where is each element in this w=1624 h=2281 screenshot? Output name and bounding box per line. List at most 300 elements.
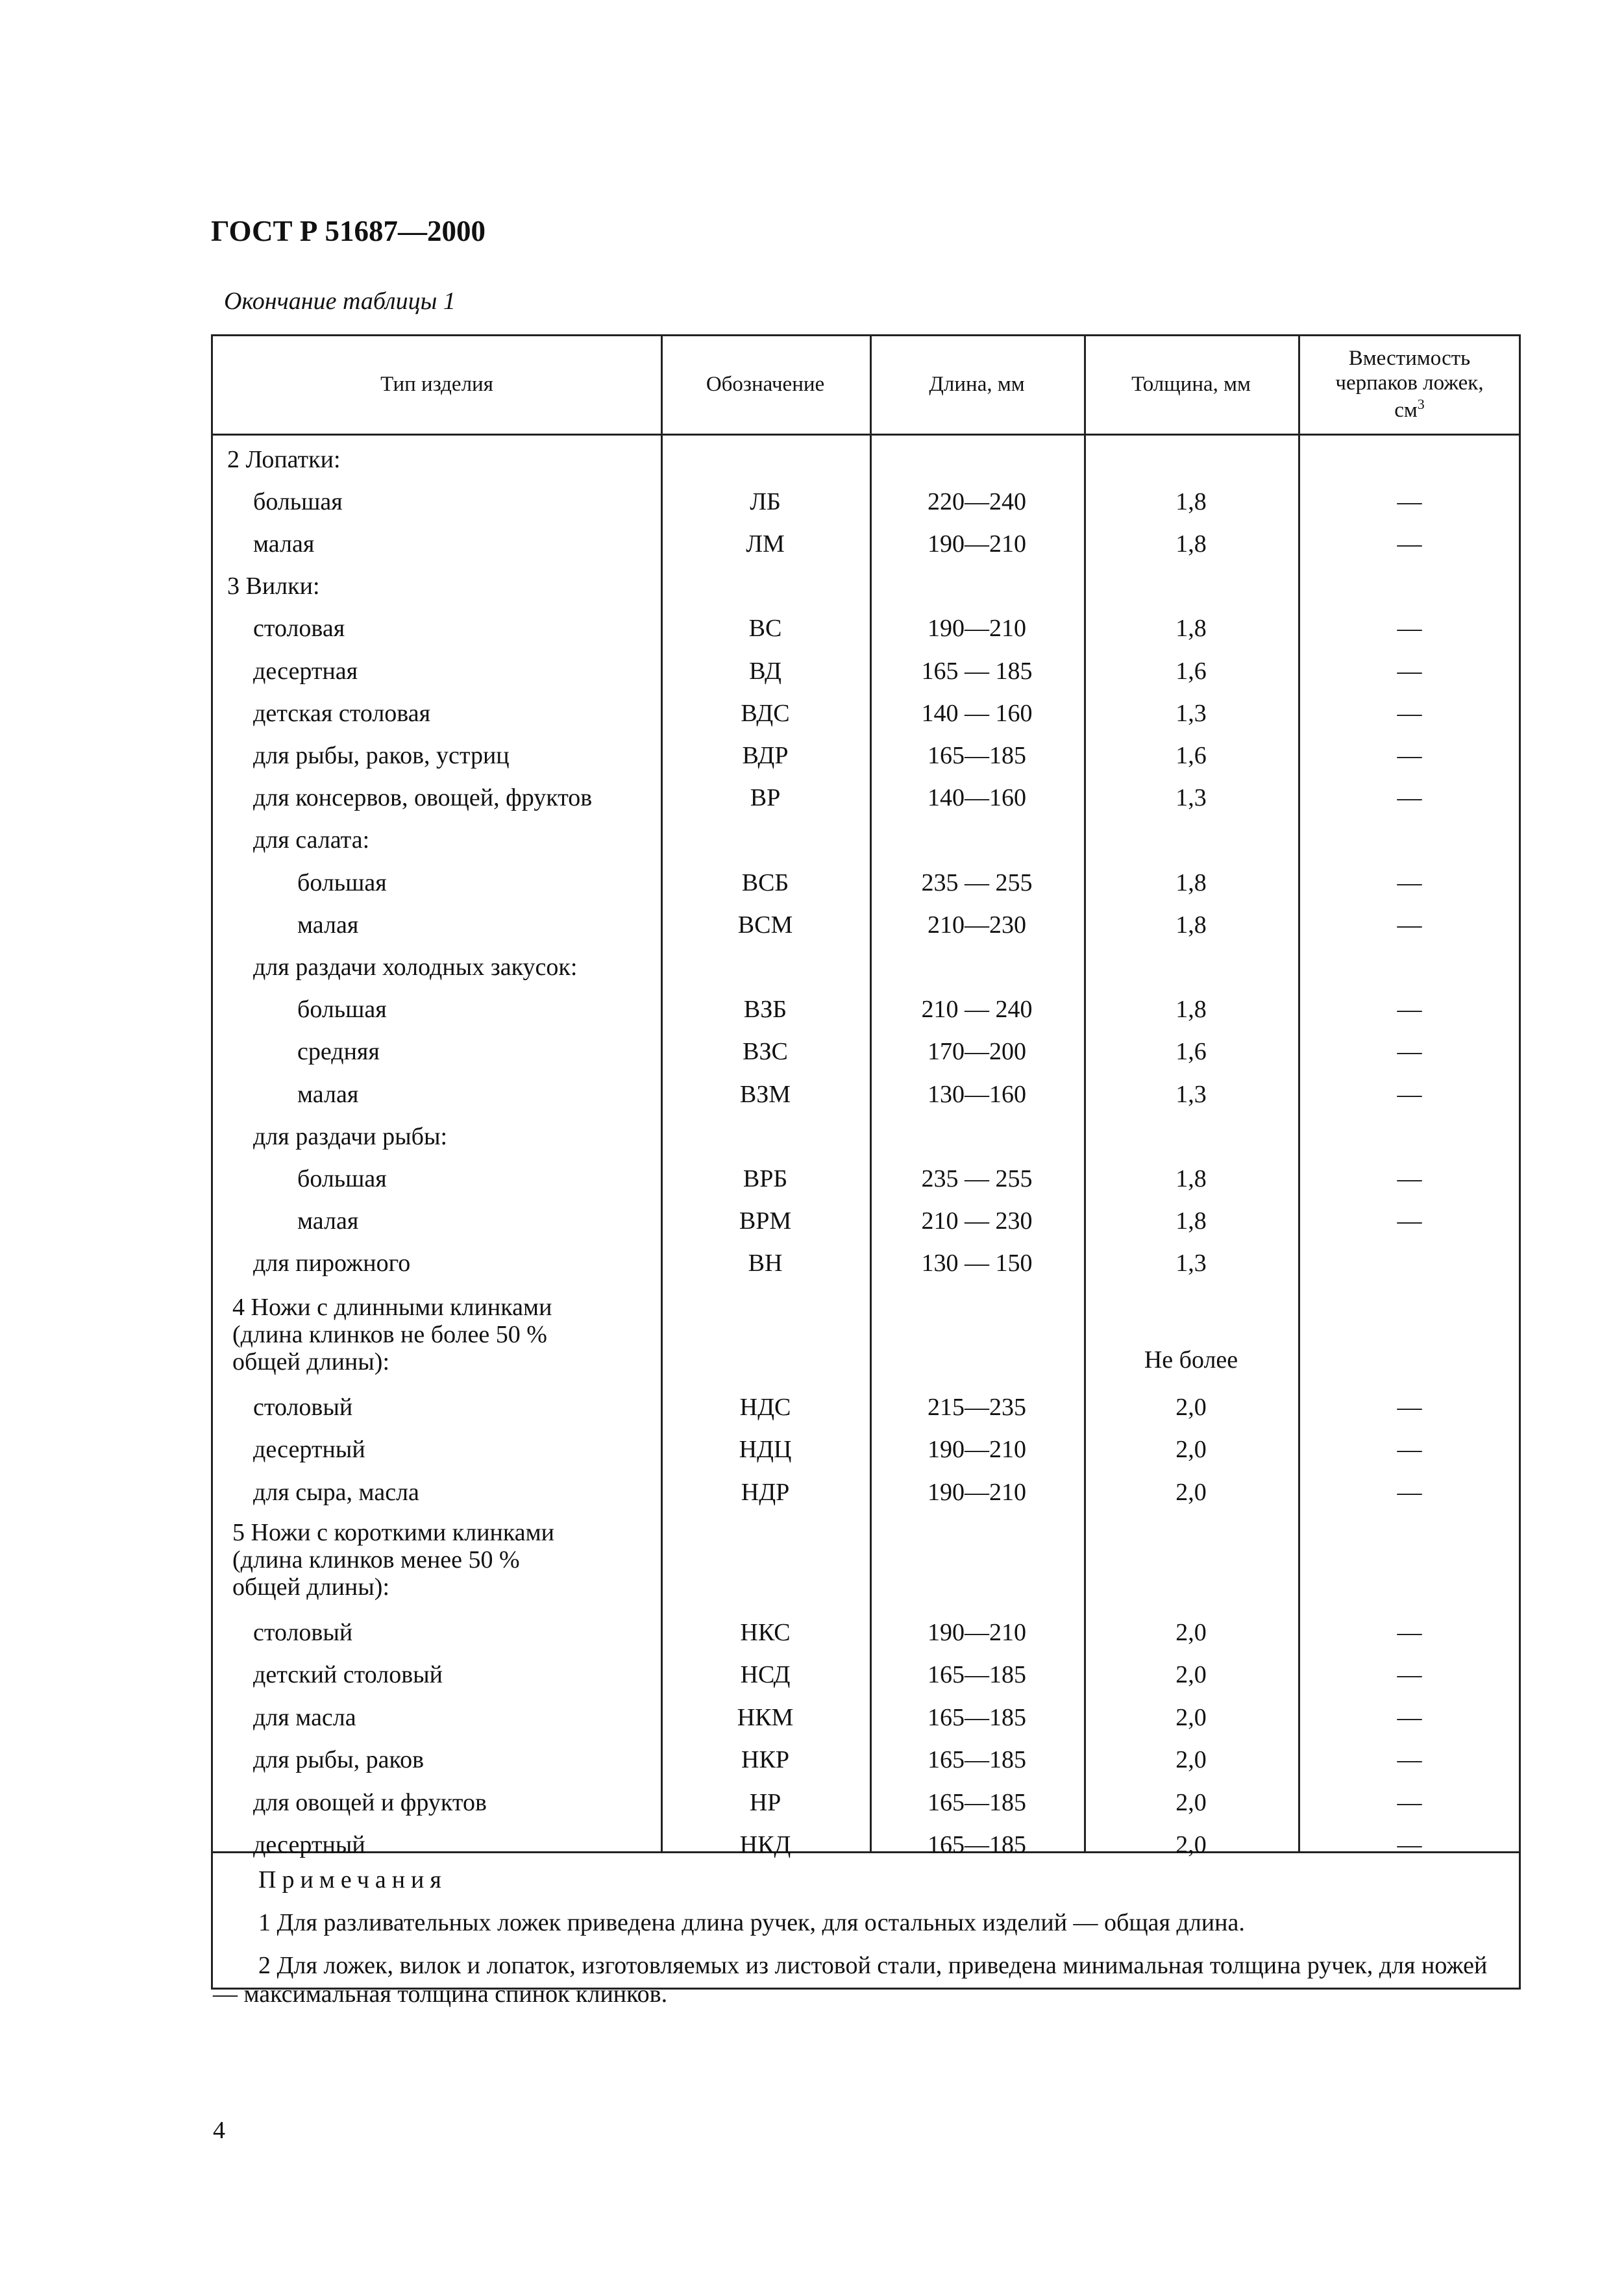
designation-text: НКС	[740, 1618, 791, 1646]
thickness-cell	[1084, 1611, 1298, 1653]
table-row	[213, 777, 1521, 819]
table-row	[213, 565, 1521, 608]
designation-text: ВСМ	[737, 911, 793, 939]
designation-cell	[661, 861, 870, 904]
capacity-unit-exponent: 3	[1417, 395, 1425, 412]
item-name-text: для консервов, овощей, фруктов	[253, 784, 593, 812]
designation-text: НКР	[741, 1746, 789, 1773]
table-row	[213, 1696, 1521, 1738]
length-cell	[870, 1115, 1084, 1157]
designation-cell	[661, 1386, 870, 1428]
heading-line: общей длины):	[232, 1348, 390, 1375]
item-name-text: для овощей и фруктов	[253, 1788, 487, 1816]
length-cell	[870, 480, 1084, 523]
capacity-text: —	[1397, 699, 1422, 727]
capacity-cell	[1298, 565, 1521, 608]
item-name-cell	[213, 1471, 661, 1513]
thickness-text: 1,8	[1175, 1207, 1207, 1235]
table-row	[213, 1242, 1521, 1285]
designation-cell	[661, 565, 870, 608]
length-cell	[870, 1696, 1084, 1738]
thickness-cell	[1084, 734, 1298, 776]
item-name-cell	[213, 1654, 661, 1696]
length-cell	[870, 1824, 1084, 1866]
thickness-cell	[1084, 692, 1298, 734]
item-name-text: детская столовая	[253, 699, 431, 727]
thickness-cell	[1084, 1200, 1298, 1242]
designation-cell	[661, 480, 870, 523]
designation-text: ВЗМ	[739, 1080, 791, 1108]
item-name-cell	[213, 692, 661, 734]
capacity-text: —	[1397, 1165, 1422, 1192]
thickness-note: Не более	[1144, 1346, 1238, 1374]
section-heading-short-knives	[232, 1519, 680, 1601]
item-name-cell	[213, 777, 661, 819]
length-cell	[870, 904, 1084, 946]
table-row	[213, 989, 1521, 1031]
heading-line: 5 Ножи с короткими клинками	[232, 1519, 555, 1546]
item-name-cell	[213, 1781, 661, 1823]
thickness-cell	[1084, 1781, 1298, 1823]
thickness-cell	[1084, 1386, 1298, 1428]
note-2: 2 Для ложек, вилок и лопаток, изготовляемых из листовой стали, приведена минимальная толщина ручек, для ножей — максимальная толщина спинок клинков.	[213, 1952, 1488, 2008]
designation-cell	[661, 989, 870, 1031]
thickness-cell	[1084, 1429, 1298, 1471]
designation-cell	[661, 1242, 870, 1285]
length-text: 130 — 150	[921, 1250, 1033, 1277]
designation-cell	[661, 608, 870, 650]
length-cell	[870, 1739, 1084, 1781]
item-name-text: для раздачи холодных закусок:	[253, 953, 578, 981]
table-row	[213, 734, 1521, 776]
length-text: 235 — 255	[921, 869, 1033, 896]
dimensions-table	[211, 334, 1521, 2008]
designation-text: НР	[749, 1788, 781, 1816]
designation-text: ВРМ	[739, 1207, 792, 1235]
capacity-text: —	[1397, 615, 1422, 643]
item-name-text: для пирожного	[253, 1250, 411, 1277]
capacity-text: —	[1397, 1080, 1422, 1108]
thickness-text: 2,0	[1175, 1393, 1207, 1421]
capacity-text: —	[1397, 1788, 1422, 1816]
thickness-text: 1,8	[1175, 530, 1207, 558]
length-text: 130—160	[928, 1080, 1026, 1108]
length-text: 210 — 240	[921, 996, 1033, 1024]
item-name-cell	[213, 1242, 661, 1285]
length-text: 165—185	[928, 1746, 1026, 1773]
length-cell	[870, 438, 1084, 480]
length-text: 210 — 230	[921, 1207, 1033, 1235]
designation-cell	[661, 650, 870, 692]
capacity-header-line2: черпаков ложек,	[1335, 371, 1484, 395]
designation-cell	[661, 777, 870, 819]
capacity-cell	[1298, 734, 1521, 776]
thickness-cell	[1084, 1157, 1298, 1200]
designation-text: НДЦ	[739, 1436, 792, 1463]
thickness-text: 1,3	[1175, 1080, 1207, 1108]
length-cell	[870, 1654, 1084, 1696]
designation-text: ВДС	[741, 699, 790, 727]
designation-text: НДС	[739, 1393, 791, 1421]
capacity-text: —	[1397, 1746, 1422, 1773]
length-text: 190—210	[928, 530, 1026, 558]
capacity-text: —	[1397, 1207, 1422, 1235]
thickness-text: 1,8	[1175, 615, 1207, 643]
length-cell	[870, 608, 1084, 650]
designation-cell	[661, 438, 870, 480]
capacity-cell	[1298, 1157, 1521, 1200]
length-cell	[870, 1781, 1084, 1823]
item-name-text: столовая	[253, 615, 345, 643]
designation-text: ВД	[749, 657, 781, 685]
table-row	[213, 819, 1521, 861]
capacity-text: —	[1397, 1618, 1422, 1646]
item-name-text: средняя	[297, 1038, 380, 1066]
item-name-cell	[213, 1824, 661, 1866]
table-row	[213, 1031, 1521, 1073]
item-name-text: большая	[297, 869, 387, 896]
table-row	[213, 438, 1521, 480]
length-cell	[870, 1242, 1084, 1285]
length-cell	[870, 1386, 1084, 1428]
capacity-text: —	[1397, 869, 1422, 896]
table-row	[213, 1824, 1521, 1866]
item-name-cell	[213, 1157, 661, 1200]
thickness-cell	[1084, 904, 1298, 946]
thickness-cell	[1084, 1824, 1298, 1866]
thickness-text: 1,3	[1175, 1250, 1207, 1277]
capacity-text: —	[1397, 657, 1422, 685]
item-name-cell	[213, 565, 661, 608]
column-header-capacity	[1298, 336, 1521, 434]
item-name-cell	[213, 523, 661, 565]
thickness-text: 2,0	[1175, 1788, 1207, 1816]
capacity-text: —	[1397, 1661, 1422, 1688]
length-cell	[870, 734, 1084, 776]
thickness-text: 1,6	[1175, 741, 1207, 769]
capacity-text: —	[1397, 996, 1422, 1024]
designation-text: НДР	[741, 1478, 790, 1506]
designation-text: ВН	[748, 1250, 783, 1277]
thickness-cell	[1084, 1654, 1298, 1696]
item-name-text: малая	[253, 530, 315, 558]
table-row	[213, 1654, 1521, 1696]
capacity-cell	[1298, 819, 1521, 861]
capacity-text: —	[1397, 1038, 1422, 1066]
designation-cell	[661, 692, 870, 734]
column-header-code: Обозначение	[706, 373, 825, 397]
table-row	[213, 1429, 1521, 1471]
length-text: 165 — 185	[921, 657, 1033, 685]
designation-text: ВЗБ	[743, 996, 787, 1024]
thickness-text: 1,8	[1175, 487, 1207, 515]
length-cell	[870, 1073, 1084, 1115]
item-name-text: большая	[253, 487, 343, 515]
designation-text: ЛБ	[750, 487, 781, 515]
thickness-text: 2,0	[1175, 1436, 1207, 1463]
capacity-cell	[1298, 946, 1521, 988]
item-name-cell	[213, 480, 661, 523]
capacity-cell	[1298, 1115, 1521, 1157]
item-name-text: столовый	[253, 1393, 353, 1421]
item-name-cell	[213, 438, 661, 480]
thickness-cell	[1084, 1031, 1298, 1073]
designation-cell	[661, 819, 870, 861]
length-text: 215—235	[928, 1393, 1026, 1421]
length-text: 190—210	[928, 615, 1026, 643]
table-row	[213, 650, 1521, 692]
designation-cell	[661, 1824, 870, 1866]
table-row	[213, 1611, 1521, 1653]
thickness-text: 1,8	[1175, 996, 1207, 1024]
table-row	[213, 1739, 1521, 1781]
item-name-text: 2 Лопатки:	[227, 445, 341, 473]
table-row	[213, 1386, 1521, 1428]
length-cell	[870, 777, 1084, 819]
length-text: 165—185	[928, 1661, 1026, 1688]
thickness-text: 2,0	[1175, 1478, 1207, 1506]
length-cell	[870, 650, 1084, 692]
length-text: 165—185	[928, 1831, 1026, 1858]
thickness-cell	[1084, 523, 1298, 565]
thickness-cell	[1084, 650, 1298, 692]
thickness-text: 2,0	[1175, 1618, 1207, 1646]
designation-text: ВСБ	[741, 869, 789, 896]
item-name-cell	[213, 1115, 661, 1157]
capacity-cell	[1298, 1200, 1521, 1242]
length-cell	[870, 1471, 1084, 1513]
length-text: 190—210	[928, 1618, 1026, 1646]
designation-cell	[661, 1696, 870, 1738]
capacity-cell	[1298, 1386, 1521, 1428]
capacity-cell	[1298, 1031, 1521, 1073]
item-name-text: детский столовый	[253, 1661, 443, 1688]
capacity-cell	[1298, 989, 1521, 1031]
length-cell	[870, 1611, 1084, 1653]
column-header-length: Длина, мм	[929, 373, 1025, 397]
designation-text: НКД	[739, 1831, 791, 1858]
thickness-cell	[1084, 1739, 1298, 1781]
thickness-cell	[1084, 565, 1298, 608]
length-cell	[870, 861, 1084, 904]
capacity-unit: см	[1394, 398, 1418, 422]
designation-text: ВЗС	[743, 1038, 788, 1066]
item-name-text: для сыра, масла	[253, 1478, 419, 1506]
designation-cell	[661, 1654, 870, 1696]
capacity-cell	[1298, 692, 1521, 734]
designation-text: НКМ	[737, 1703, 794, 1731]
item-name-cell	[213, 1200, 661, 1242]
item-name-text: для рыбы, раков, устриц	[253, 741, 510, 769]
item-name-text: малая	[297, 911, 359, 939]
item-name-cell	[213, 1739, 661, 1781]
designation-cell	[661, 1739, 870, 1781]
table-row	[213, 480, 1521, 523]
length-text: 140 — 160	[921, 699, 1033, 727]
item-name-text: для раздачи рыбы:	[253, 1122, 448, 1150]
item-name-text: для масла	[253, 1703, 356, 1731]
table-row	[213, 1781, 1521, 1823]
thickness-text: 2,0	[1175, 1661, 1207, 1688]
designation-text: ВДР	[742, 741, 789, 769]
thickness-text: 2,0	[1175, 1831, 1207, 1858]
capacity-text: —	[1397, 1703, 1422, 1731]
item-name-cell	[213, 861, 661, 904]
item-name-cell	[213, 819, 661, 861]
item-name-cell	[213, 650, 661, 692]
heading-line: общей длины):	[232, 1573, 390, 1601]
thickness-text: 1,3	[1175, 699, 1207, 727]
section-heading-long-knives	[232, 1294, 680, 1375]
capacity-cell	[1298, 1781, 1521, 1823]
thickness-text: 1,8	[1175, 1165, 1207, 1192]
table-row	[213, 1073, 1521, 1115]
item-name-text: большая	[297, 996, 387, 1024]
thickness-cell	[1084, 777, 1298, 819]
capacity-cell	[1298, 438, 1521, 480]
thickness-cell	[1084, 1242, 1298, 1285]
capacity-cell	[1298, 1739, 1521, 1781]
heading-line: (длина клинков не более 50 %	[232, 1321, 547, 1348]
designation-cell	[661, 1157, 870, 1200]
table-caption: Окончание таблицы 1	[224, 288, 456, 315]
capacity-cell	[1298, 650, 1521, 692]
capacity-text: —	[1397, 911, 1422, 939]
designation-cell	[661, 1200, 870, 1242]
capacity-cell	[1298, 480, 1521, 523]
table-row	[213, 692, 1521, 734]
capacity-text: —	[1397, 1478, 1422, 1506]
item-name-cell	[213, 1073, 661, 1115]
capacity-cell	[1298, 608, 1521, 650]
length-text: 140—160	[928, 784, 1026, 812]
capacity-cell	[1298, 1654, 1521, 1696]
thickness-cell	[1084, 989, 1298, 1031]
designation-cell	[661, 1611, 870, 1653]
thickness-text: 1,6	[1175, 657, 1207, 685]
length-cell	[870, 565, 1084, 608]
heading-line: 4 Ножи с длинными клинками	[232, 1294, 552, 1321]
thickness-cell	[1084, 1115, 1298, 1157]
length-text: 235 — 255	[921, 1165, 1033, 1192]
length-text: 190—210	[928, 1436, 1026, 1463]
thickness-cell	[1084, 1073, 1298, 1115]
header-divider	[213, 434, 1519, 436]
item-name-text: большая	[297, 1165, 387, 1192]
thickness-cell	[1084, 861, 1298, 904]
designation-cell	[661, 1073, 870, 1115]
length-cell	[870, 819, 1084, 861]
designation-text: ВС	[748, 615, 782, 643]
item-name-cell	[213, 946, 661, 988]
capacity-text: —	[1397, 1393, 1422, 1421]
item-name-text: десертная	[253, 657, 358, 685]
length-text: 165—185	[928, 741, 1026, 769]
item-name-cell	[213, 734, 661, 776]
thickness-text: 2,0	[1175, 1746, 1207, 1773]
table-row	[213, 1115, 1521, 1157]
table-row	[213, 523, 1521, 565]
length-cell	[870, 1429, 1084, 1471]
table-row	[213, 904, 1521, 946]
capacity-text: —	[1397, 1831, 1422, 1858]
table-row	[213, 861, 1521, 904]
capacity-cell	[1298, 1696, 1521, 1738]
capacity-cell	[1298, 861, 1521, 904]
capacity-cell	[1298, 1073, 1521, 1115]
designation-cell	[661, 904, 870, 946]
designation-cell	[661, 1781, 870, 1823]
item-name-cell	[213, 608, 661, 650]
thickness-cell	[1084, 1696, 1298, 1738]
item-name-text: малая	[297, 1207, 359, 1235]
designation-cell	[661, 1115, 870, 1157]
capacity-cell	[1298, 1824, 1521, 1866]
length-cell	[870, 523, 1084, 565]
length-text: 220—240	[928, 487, 1026, 515]
item-name-cell	[213, 1696, 661, 1738]
heading-line: (длина клинков менее 50 %	[232, 1546, 520, 1573]
item-name-text: для салата:	[253, 826, 370, 854]
capacity-text: —	[1397, 741, 1422, 769]
designation-text: ВРБ	[743, 1165, 788, 1192]
designation-cell	[661, 523, 870, 565]
item-name-text: столовый	[253, 1618, 353, 1646]
thickness-cell	[1084, 819, 1298, 861]
thickness-cell	[1084, 480, 1298, 523]
capacity-header-line1: Вместимость	[1348, 347, 1471, 371]
length-cell	[870, 1157, 1084, 1200]
table-row	[213, 1471, 1521, 1513]
length-text: 165—185	[928, 1788, 1026, 1816]
thickness-text: 1,3	[1175, 784, 1207, 812]
capacity-cell	[1298, 1242, 1521, 1285]
capacity-text: —	[1397, 1436, 1422, 1463]
item-name-cell	[213, 904, 661, 946]
length-text: 170—200	[928, 1038, 1026, 1066]
length-text: 190—210	[928, 1478, 1026, 1506]
table-row	[213, 608, 1521, 650]
thickness-text: 1,6	[1175, 1038, 1207, 1066]
length-cell	[870, 946, 1084, 988]
table-row	[213, 1157, 1521, 1200]
designation-text: ЛМ	[746, 530, 785, 558]
column-header-type: Тип изделия	[380, 373, 493, 397]
thickness-text: 2,0	[1175, 1703, 1207, 1731]
length-text: 165—185	[928, 1703, 1026, 1731]
designation-cell	[661, 1471, 870, 1513]
thickness-cell	[1084, 608, 1298, 650]
thickness-text: 1,8	[1175, 869, 1207, 896]
item-name-text: малая	[297, 1080, 359, 1108]
length-cell	[870, 692, 1084, 734]
item-name-cell	[213, 1386, 661, 1428]
capacity-text: —	[1397, 487, 1422, 515]
length-text: 210—230	[928, 911, 1026, 939]
table-row	[213, 1200, 1521, 1242]
capacity-cell	[1298, 1611, 1521, 1653]
item-name-text: десертный	[253, 1436, 365, 1463]
item-name-text: для рыбы, раков	[253, 1746, 424, 1773]
item-name-text: десертный	[253, 1831, 365, 1858]
length-cell	[870, 1031, 1084, 1073]
designation-cell	[661, 1031, 870, 1073]
item-name-cell	[213, 1429, 661, 1471]
thickness-cell	[1084, 438, 1298, 480]
capacity-text: —	[1397, 784, 1422, 812]
table-row	[213, 946, 1521, 988]
item-name-cell	[213, 1031, 661, 1073]
